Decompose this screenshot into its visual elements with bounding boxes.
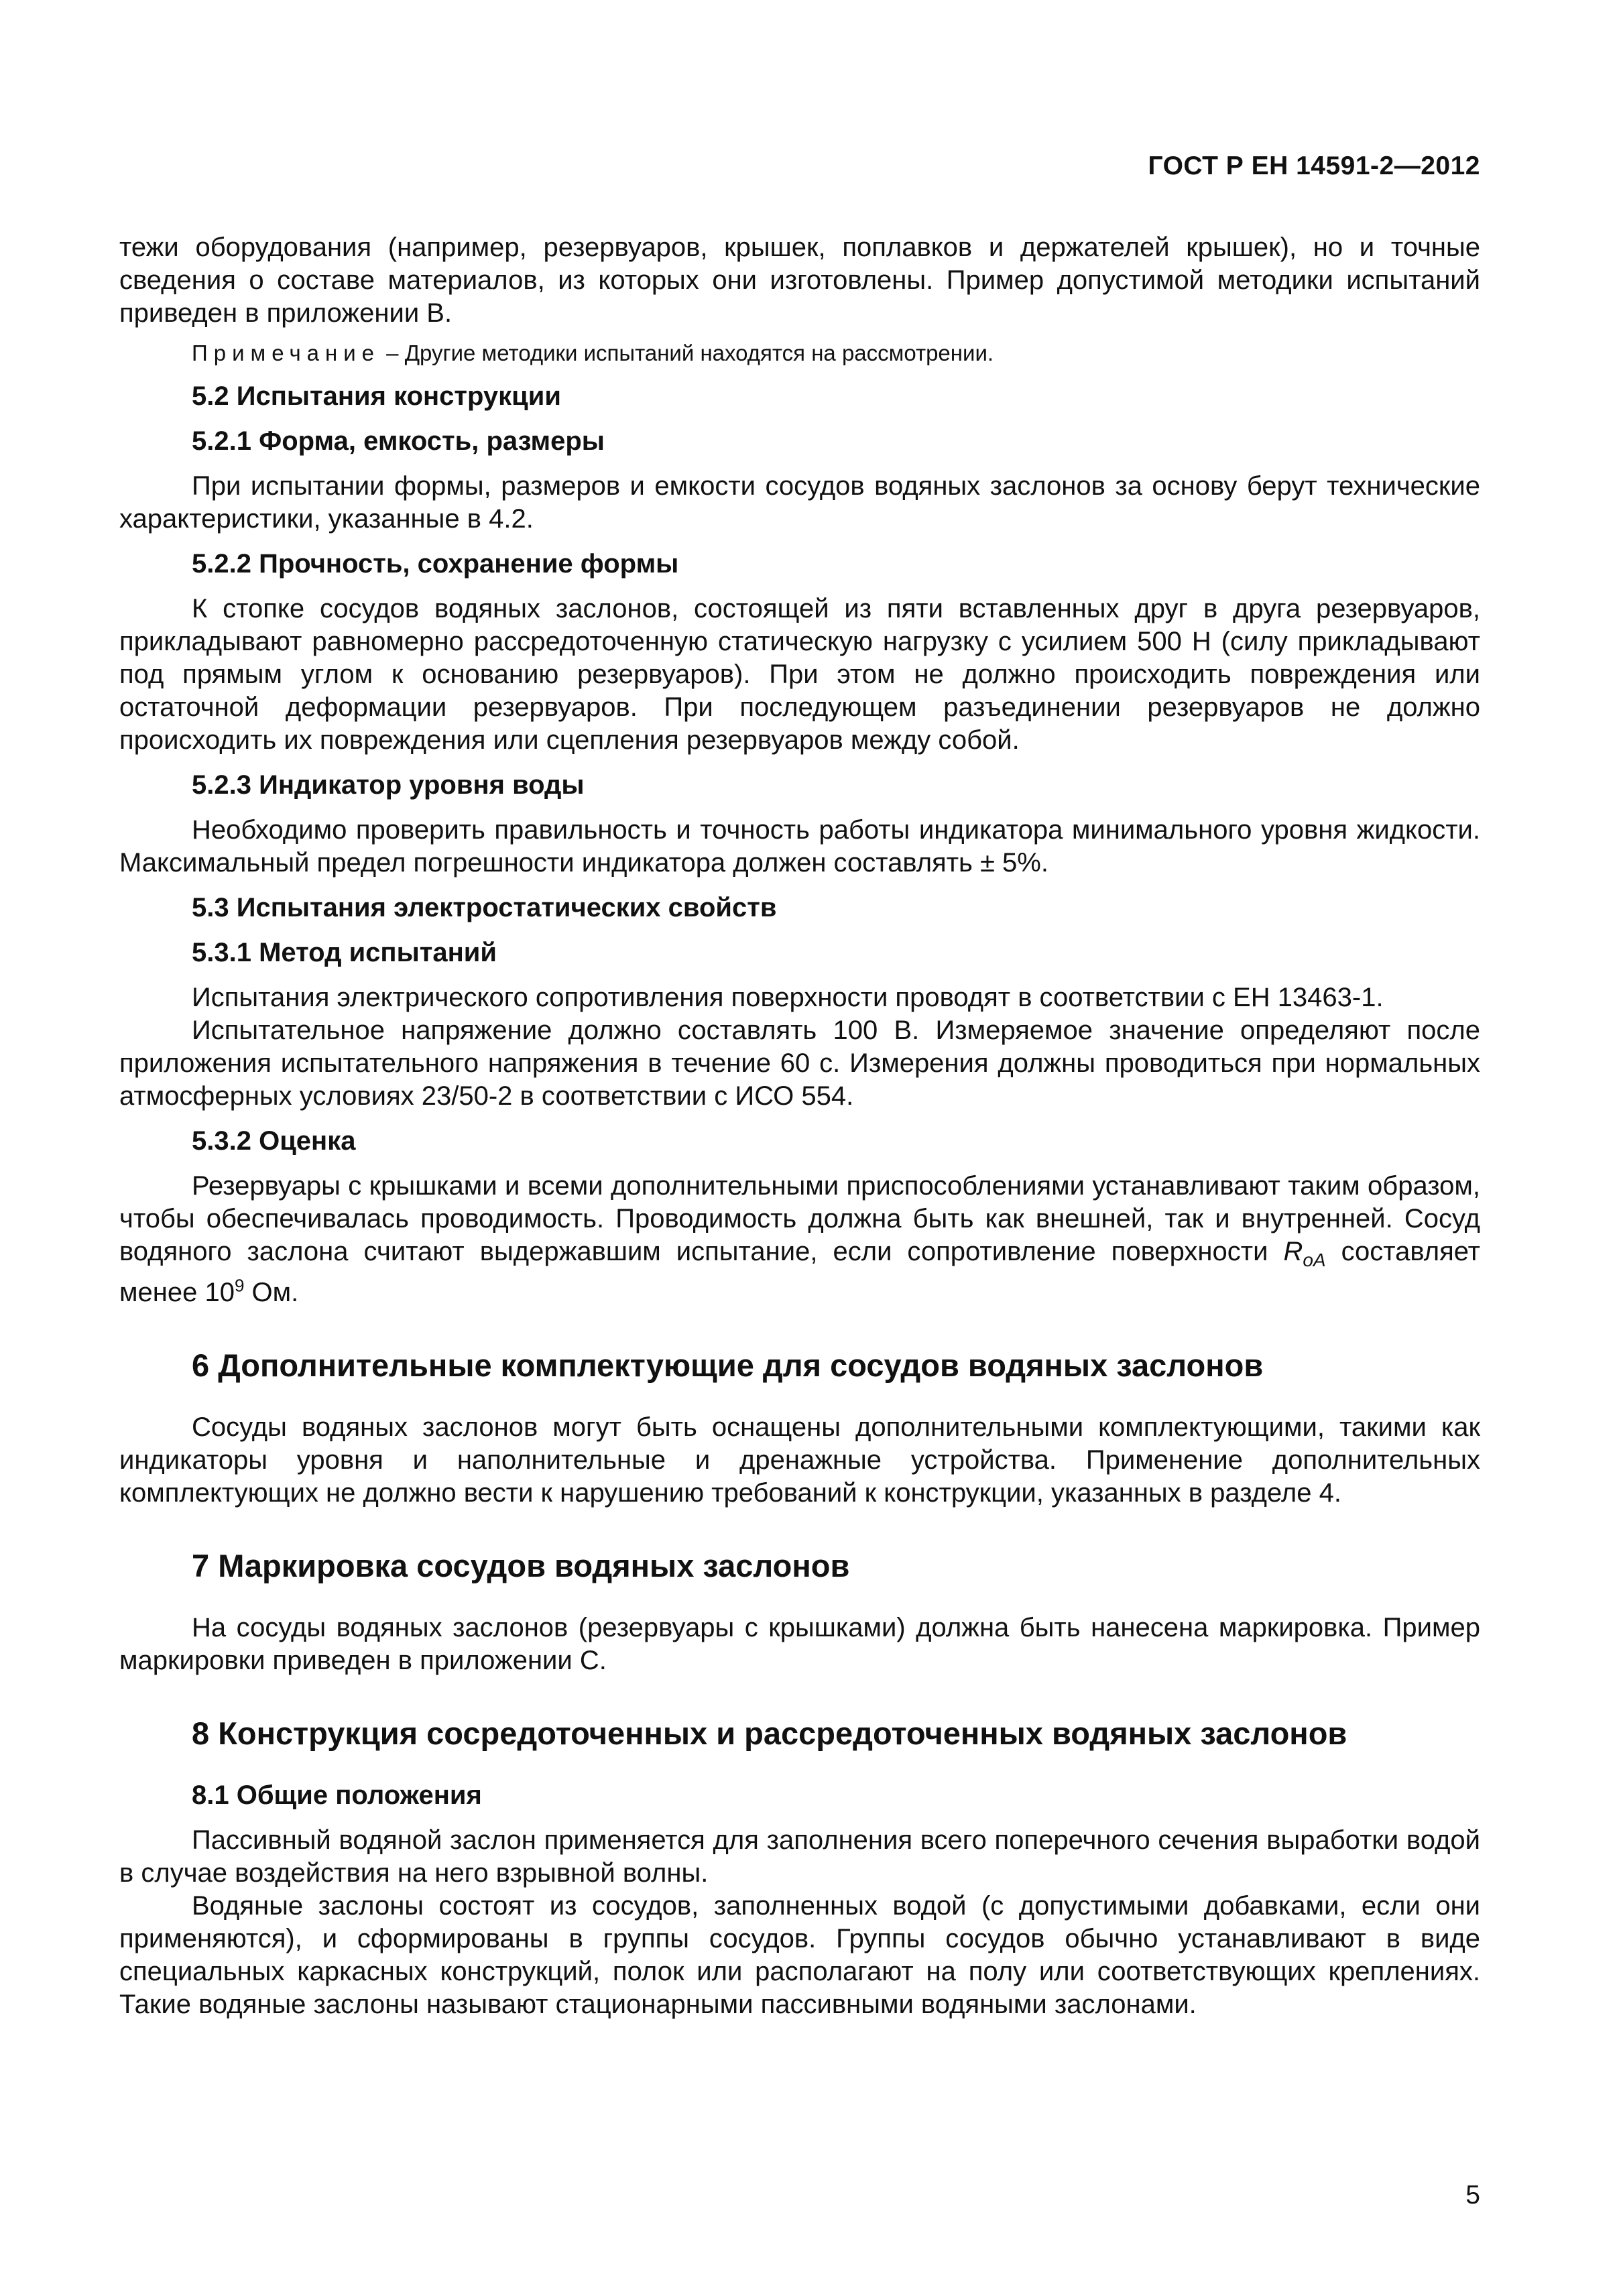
- section-5-2-1-heading: 5.2.1 Форма, емкость, размеры: [192, 426, 605, 456]
- section-5-3-1-text-1: Испытания электрического сопротивления поверхности проводят в соответствии с ЕН 13463-1.: [192, 983, 1384, 1012]
- section-6-text: Сосуды водяных заслонов могут быть оснащены дополнительными комплектующими, такими как индикаторы уровня и наполнительные и дренажные устройства. Применение дополнительных комплектующих не должно вести к нарушению требований к конструкции, указанных в разделе 4.: [119, 1412, 1480, 1508]
- section-5-2-3-text: Необходимо проверить правильность и точность работы индикатора минимального уровня жидкости. Максимальный предел погрешности индикатора должен составлять ± 5%.: [119, 815, 1480, 878]
- note: [119, 338, 1480, 368]
- intro-paragraph: тежи оборудования (например, резервуаров, крышек, поплавков и держателей крышек), но и точные сведения о составе материалов, из которых они изготовлены. Пример допустимой методики испытаний приведен в приложении В.: [119, 233, 1480, 328]
- note-text: – Другие методики испытаний находятся на рассмотрении.: [380, 341, 994, 365]
- exponent: 9: [234, 1275, 245, 1296]
- note-label: Примечание: [192, 341, 381, 365]
- section-6-heading: 6 Дополнительные комплектующие для сосудов водяных заслонов: [192, 1347, 1264, 1383]
- section-8-heading: 8 Конструкция сосредоточенных и рассредоточенных водяных заслонов: [192, 1715, 1347, 1751]
- resistance-symbol: $R_{oA}$: [1283, 1237, 1326, 1270]
- section-5-3-1-heading: 5.3.1 Метод испытаний: [192, 938, 497, 967]
- section-5-2-1-text: При испытании формы, размеров и емкости сосудов водяных заслонов за основу берут технические характеристики, указанные в 4.2.: [119, 471, 1480, 534]
- page-number: 5: [1465, 2181, 1480, 2210]
- section-7-text: На сосуды водяных заслонов (резервуары с крышками) должна быть нанесена маркировка. Пример маркировки приведен в приложении С.: [119, 1613, 1480, 1675]
- section-8-1-text-1: Пассивный водяной заслон применяется для заполнения всего поперечного сечения выработки водой в случае воздействия на него взрывной волны.: [119, 1825, 1480, 1888]
- section-5-2-heading: 5.2 Испытания конструкции: [192, 381, 561, 411]
- document-code: ГОСТ Р ЕН 14591-2—2012: [1148, 152, 1480, 180]
- section-5-3-2-heading: 5.3.2 Оценка: [192, 1126, 356, 1156]
- section-5-2-3-heading: 5.2.3 Индикатор уровня воды: [192, 770, 585, 800]
- section-7-heading: 7 Маркировка сосудов водяных заслонов: [192, 1548, 850, 1583]
- section-5-3-heading: 5.3 Испытания электростатических свойств: [192, 893, 777, 922]
- document-body: [119, 231, 1480, 2029]
- section-8-1-heading: 8.1 Общие положения: [192, 1780, 482, 1810]
- section-5-2-2-text: К стопке сосудов водяных заслонов, состоящей из пяти вставленных друг в друга резервуаров, прикладывают равномерно рассредоточенную статическую нагрузку с усилием 500 Н (силу прикладывают под прямым углом к основанию резервуаров). При этом не должно происходить повреждения или остаточной деформации резервуаров. При последующем разъединении резервуаров не должно происходить их повреждения или сцепления резервуаров между собой.: [119, 594, 1480, 755]
- section-5-3-2-text: Резервуары с крышками и всеми дополнительными приспособлениями устанавливают таким образом, чтобы обеспечивалась проводимость. Проводимость должна быть как внешней, так и внутренней. Сосуд водяного заслона считают выдержавшим испытание, если сопротивление поверхности $R_{oA}$ составляет менее $10^9$ Ом.: [119, 1171, 1480, 1307]
- section-5-3-2-text-main: Резервуары с крышками и всеми дополнительными приспособлениями устанавливают таким образом, чтобы обеспечивалась проводимость. Проводимость должна быть как внешней, так и внутренней. Сосуд водяного заслона считают выдержавшим испытание, если сопротивление поверхности: [119, 1171, 1480, 1266]
- section-5-3-1-text-2: Испытательное напряжение должно составлять 100 В. Измеряемое значение определяют после приложения испытательного напряжения в течение 60 с. Измерения должны проводиться при нормальных атмосферных условиях 23/50-2 в соответствии с ИСО 554.: [119, 1016, 1480, 1111]
- section-8-1-text-2: Водяные заслоны состоят из сосудов, заполненных водой (с допустимыми добавками, если они применяются), и сформированы в группы сосудов. Группы сосудов обычно устанавливают в виде специальных каркасных конструкций, полок или располагают на полу или соответствующих креплениях. Такие водяные заслоны называют стационарными пассивными водяными заслонами.: [119, 1891, 1480, 2019]
- section-5-2-2-heading: 5.2.2 Прочность, сохранение формы: [192, 549, 679, 579]
